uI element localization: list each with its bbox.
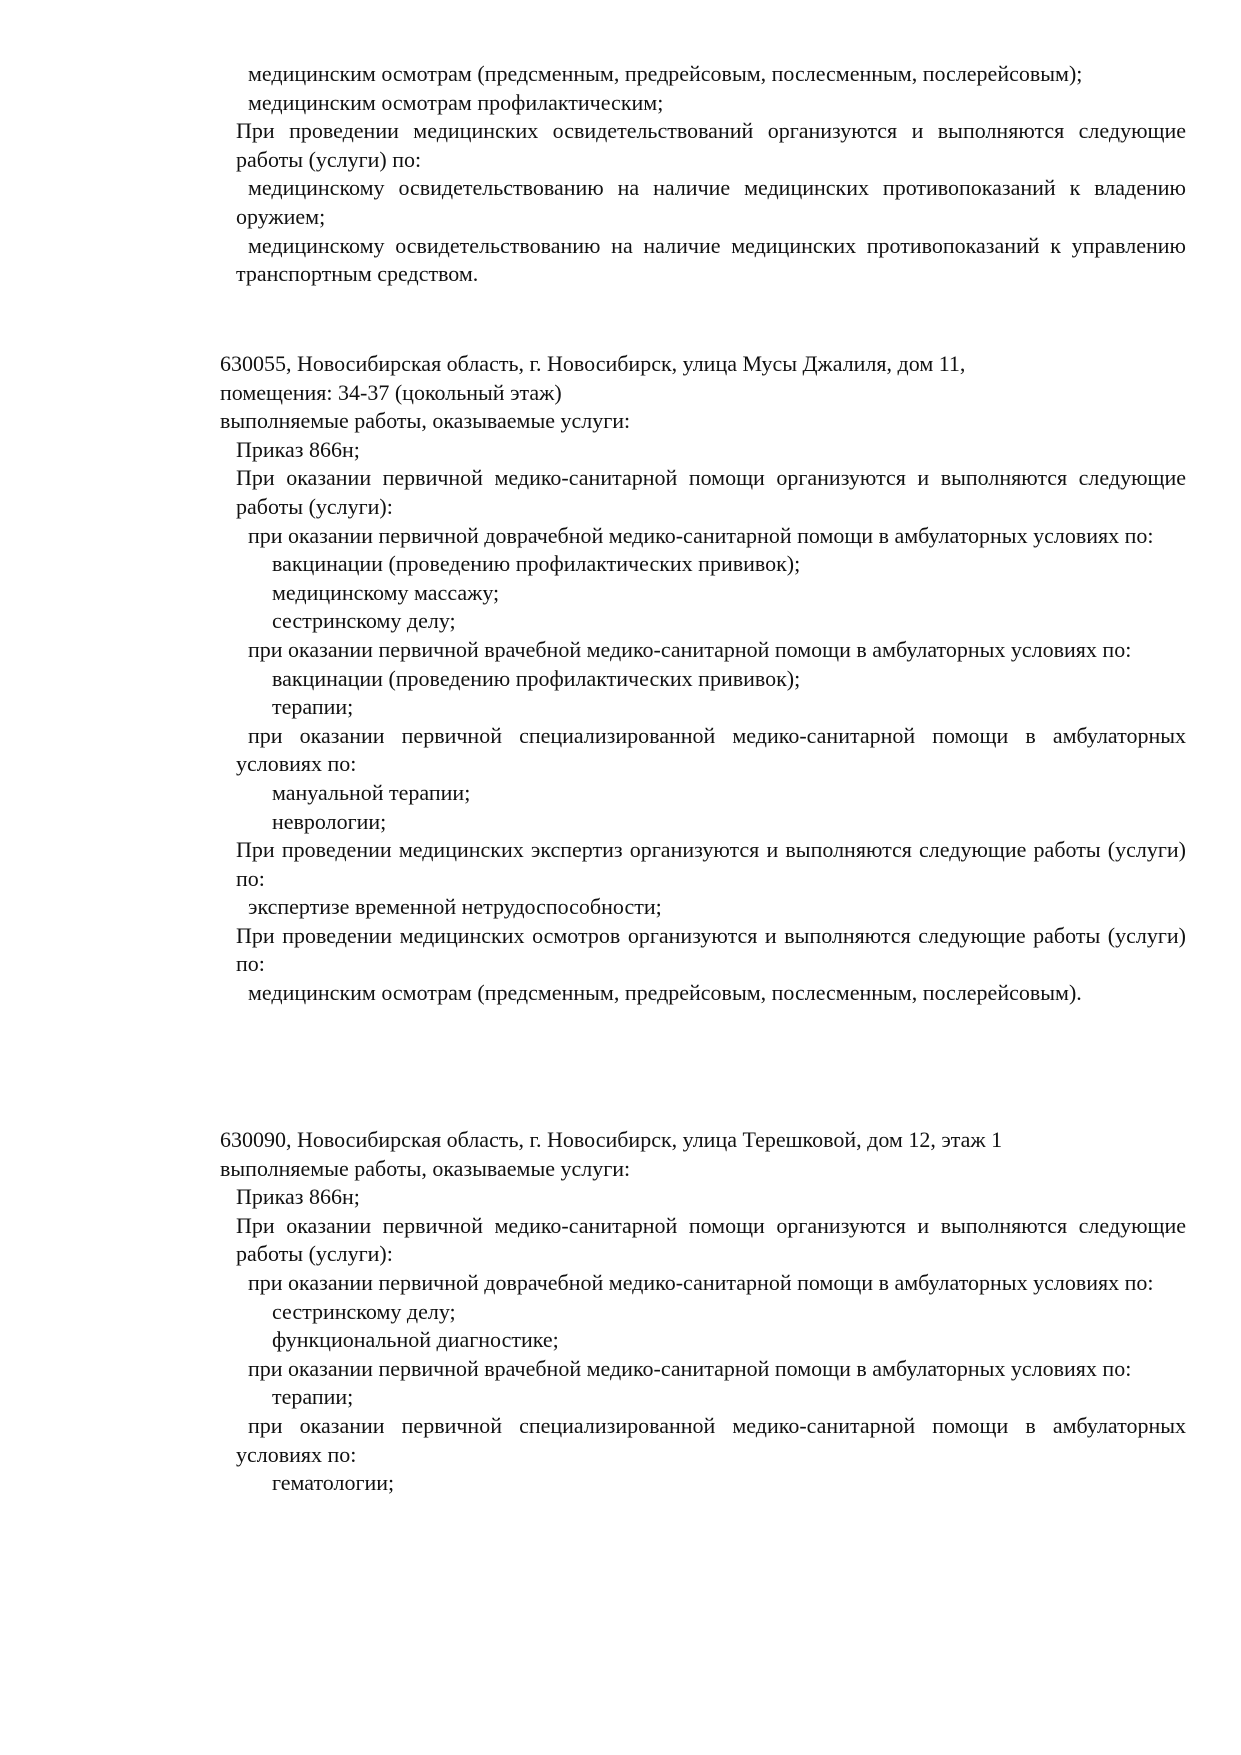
list-item: При проведении медицинских освидетельствований организуются и выполняются следующие работы (услуги) по: (236, 118, 1186, 172)
services-heading: выполняемые работы, оказываемые услуги: (220, 408, 631, 434)
list-item: гематологии; (272, 1470, 395, 1496)
address-line: 630090, Новосибирская область, г. Новосибирск, улица Терешковой, дом 12, этаж 1 (220, 1127, 1003, 1152)
list-item: При проведении медицинских осмотров организуются и выполняются следующие работы (услуги) по: (236, 922, 1186, 977)
list-item: При оказании первичной медико-санитарной помощи организуются и выполняются следующие работы (услуги): (236, 465, 1186, 519)
list-item: медицинским осмотрам (предсменным, предрейсовым, послесменным, послерейсовым); (248, 61, 1083, 86)
address-line: 630055, Новосибирская область, г. Новосибирск, улица Мусы Джалиля, дом 11, (220, 351, 966, 376)
list-item: при оказании первичной врачебной медико-санитарной помощи в амбулаторных условиях по: (248, 636, 1132, 662)
list-item: медицинским осмотрам профилактическим; (248, 89, 664, 115)
list-item: медицинскому освидетельствованию на наличие медицинских противопоказаний к управлению транспортным средством. (236, 232, 1186, 287)
list-item: функциональной диагностике; (272, 1327, 559, 1353)
list-item: Приказ 866н; (236, 1184, 360, 1210)
list-item: вакцинации (проведению профилактических прививок); (272, 551, 801, 577)
address-block-tereshkovoy (220, 1126, 1186, 1498)
list-item: Приказ 866н; (236, 436, 360, 462)
list-item: неврологии; (272, 808, 387, 834)
list-item: терапии; (272, 694, 354, 720)
list-item: экспертизе временной нетрудоспособности; (248, 894, 662, 920)
address-block-dzhalilya (220, 350, 1186, 1008)
list-item: при оказании первичной доврачебной медико-санитарной помощи в амбулаторных условиях по: (248, 522, 1154, 548)
list-item: при оказании первичной врачебной медико-санитарной помощи в амбулаторных условиях по: (248, 1355, 1132, 1381)
services-heading: выполняемые работы, оказываемые услуги: (220, 1155, 631, 1181)
list-item: при оказании первичной доврачебной медико-санитарной помощи в амбулаторных условиях по: (248, 1269, 1154, 1295)
list-item: вакцинации (проведению профилактических прививок); (272, 665, 801, 691)
list-item: При проведении медицинских экспертиз организуются и выполняются следующие работы (услуги) по: (236, 837, 1186, 891)
list-item: медицинскому массажу; (272, 579, 500, 605)
list-item: при оказании первичной специализированной медико-санитарной помощи в амбулаторных условиях по: (236, 722, 1186, 777)
list-item: медицинскому освидетельствованию на наличие медицинских противопоказаний к владению оружием; (236, 175, 1186, 229)
list-item: При оказании первичной медико-санитарной помощи организуются и выполняются следующие работы (услуги): (236, 1212, 1186, 1267)
list-item: медицинским осмотрам (предсменным, предрейсовым, послесменным, послерейсовым). (248, 980, 1082, 1006)
address-line: помещения: 34-37 (цокольный этаж) (220, 379, 562, 405)
services-block-continued (220, 60, 1186, 289)
list-item: терапии; (272, 1384, 354, 1410)
list-item: мануальной терапии; (272, 779, 471, 805)
list-item: сестринскому делу; (272, 608, 456, 634)
list-item: при оказании первичной специализированной медико-санитарной помощи в амбулаторных условиях по: (236, 1412, 1186, 1467)
list-item: сестринскому делу; (272, 1298, 456, 1324)
